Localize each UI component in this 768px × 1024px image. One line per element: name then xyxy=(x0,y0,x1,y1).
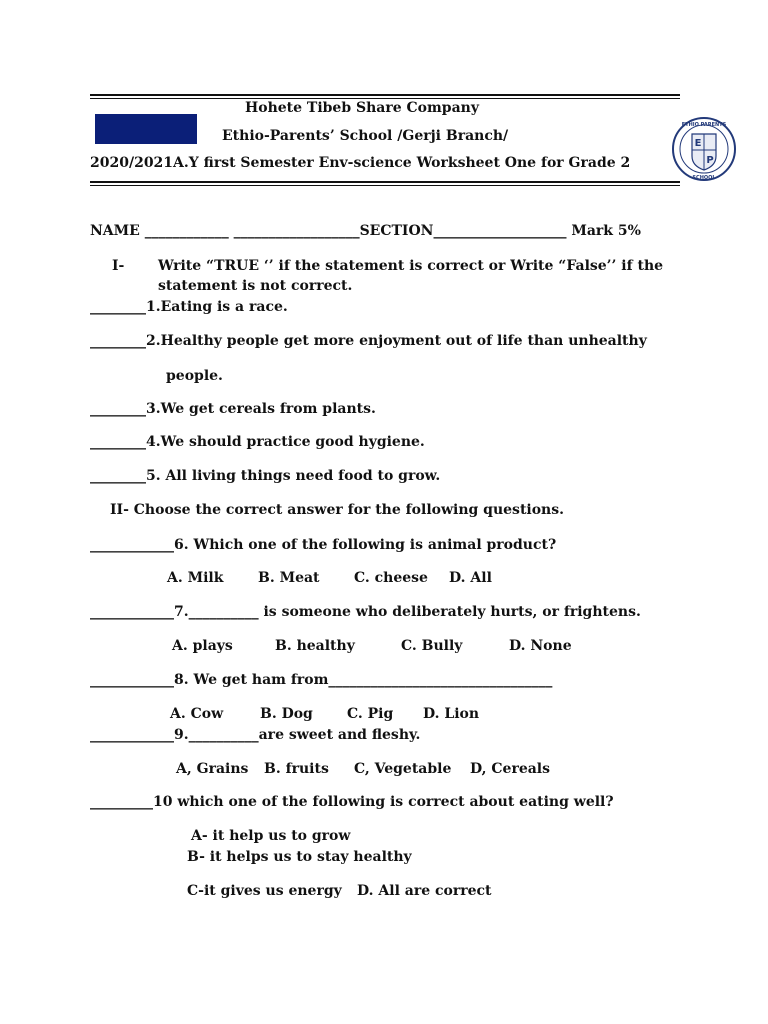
section-1-instruction-line-2: statement is not correct. xyxy=(158,278,353,294)
q9-option-d[interactable]: D, Cereals xyxy=(470,761,550,777)
header-color-block xyxy=(95,114,197,144)
header-bottom-rule-thin xyxy=(90,185,680,186)
section-1-label: I- xyxy=(112,258,125,274)
q7-option-b[interactable]: B. healthy xyxy=(275,638,355,654)
q10-option-b[interactable]: B- it helps us to stay healthy xyxy=(187,849,412,865)
q8-option-c[interactable]: C. Pig xyxy=(347,706,394,722)
q10-option-d[interactable]: D. All are correct xyxy=(357,883,492,899)
q7-option-a[interactable]: A. plays xyxy=(172,638,233,654)
q9-option-c[interactable]: C, Vegetable xyxy=(354,761,452,777)
question-2-continued: people. xyxy=(166,368,223,384)
q9-option-a[interactable]: A, Grains xyxy=(176,761,249,777)
question-8[interactable]: ____________8. We get ham from________________________________ xyxy=(90,672,553,688)
q7-option-c[interactable]: C. Bully xyxy=(401,638,463,654)
company-name: Hohete Tibeb Share Company xyxy=(245,100,479,116)
q6-option-c[interactable]: C. cheese xyxy=(354,570,428,586)
q7-option-d[interactable]: D. None xyxy=(509,638,572,654)
q9-option-b[interactable]: B. fruits xyxy=(264,761,329,777)
q10-option-a[interactable]: A- it help us to grow xyxy=(191,828,351,844)
logo-text-top: ETHIO PARENTS xyxy=(681,122,727,128)
q6-option-a[interactable]: A. Milk xyxy=(167,570,224,586)
header-top-rule xyxy=(90,94,680,96)
section-2-heading: II- Choose the correct answer for the following questions. xyxy=(110,502,564,518)
question-4[interactable]: ________4.We should practice good hygiene. xyxy=(90,434,425,450)
section-1-instruction-line-1: Write “TRUE ‘’ if the statement is correct or Write “False’’ if the xyxy=(158,258,664,274)
q10-option-c[interactable]: C-it gives us energy xyxy=(187,883,342,899)
q8-option-d[interactable]: D. Lion xyxy=(423,706,480,722)
question-10[interactable]: _________10 which one of the following is correct about eating well? xyxy=(90,794,614,810)
school-logo xyxy=(670,112,738,186)
worksheet-title: 2020/2021A.Y first Semester Env-science Worksheet One for Grade 2 xyxy=(90,155,631,171)
name-section-mark-line[interactable]: NAME ____________ __________________SECTION___________________ Mark 5% xyxy=(90,223,641,239)
question-3[interactable]: ________3.We get cereals from plants. xyxy=(90,401,376,417)
question-5[interactable]: ________5. All living things need food to grow. xyxy=(90,468,441,484)
logo-letter-p: P xyxy=(706,155,714,166)
school-name: Ethio-Parents’ School /Gerji Branch/ xyxy=(222,128,509,144)
question-1[interactable]: ________1.Eating is a race. xyxy=(90,299,288,315)
q6-option-b[interactable]: B. Meat xyxy=(258,570,320,586)
question-7[interactable]: ____________7.__________ is someone who deliberately hurts, or frightens. xyxy=(90,604,641,620)
question-6[interactable]: ____________6. Which one of the following is animal product? xyxy=(90,537,557,553)
q6-option-d[interactable]: D. All xyxy=(449,570,492,586)
logo-text-bottom: SCHOOL xyxy=(692,175,716,181)
header-top-rule-thin xyxy=(90,98,680,99)
logo-letter-e: E xyxy=(694,138,702,149)
q8-option-a[interactable]: A. Cow xyxy=(170,706,224,722)
question-2[interactable]: ________2.Healthy people get more enjoyment out of life than unhealthy xyxy=(90,333,647,349)
q8-option-b[interactable]: B. Dog xyxy=(260,706,313,722)
header-bottom-rule xyxy=(90,181,680,183)
question-9[interactable]: ____________9.__________are sweet and fleshy. xyxy=(90,727,421,743)
